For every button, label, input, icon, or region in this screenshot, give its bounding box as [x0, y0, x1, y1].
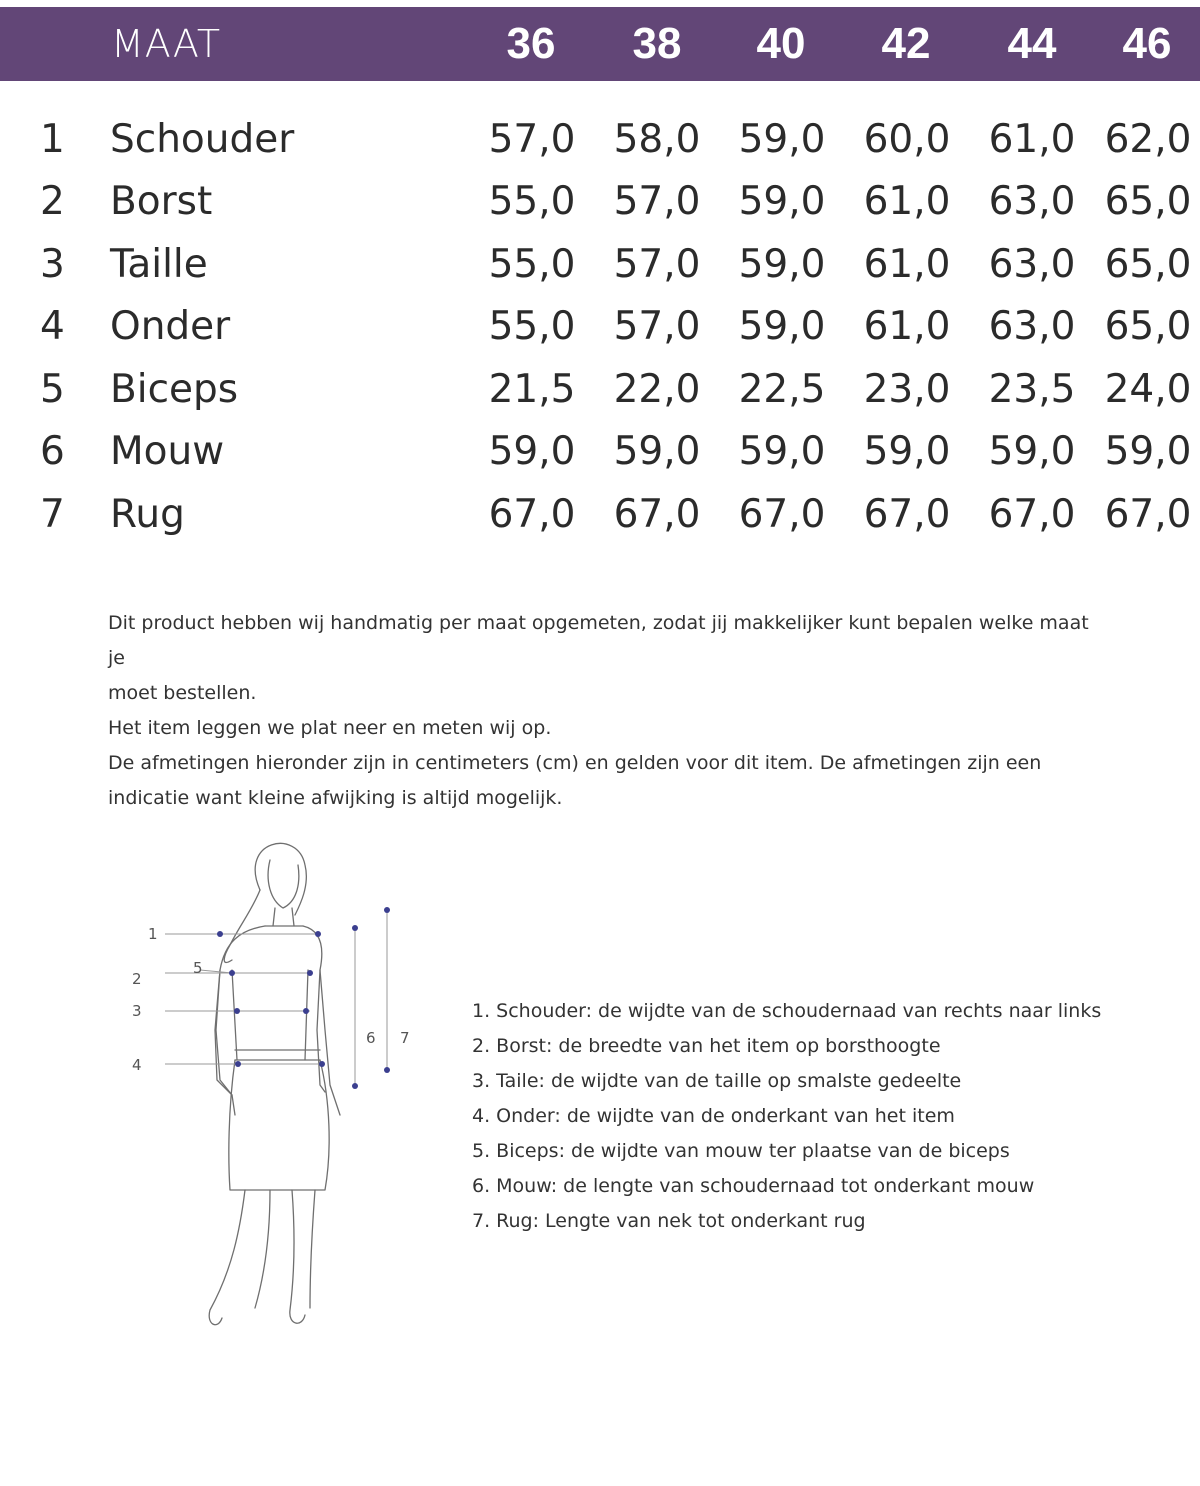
measurement-legend: [472, 994, 1172, 1239]
table-cell: 59,0: [738, 179, 826, 224]
woman-measurement-diagram-icon: [120, 830, 440, 1350]
table-cell: 59,0: [738, 242, 826, 287]
row-number: 4: [40, 304, 65, 349]
table-cell: 23,0: [863, 367, 951, 412]
measurement-figure: [120, 830, 440, 1350]
row-label: Taille: [110, 242, 208, 287]
table-cell: 57,0: [613, 179, 701, 224]
intro-line: moet bestellen.: [108, 682, 257, 704]
legend-item: 3. Taile: de wijdte van de taille op smalste gedeelte: [472, 1070, 962, 1092]
table-cell: 63,0: [988, 179, 1076, 224]
intro-line: Het item leggen we plat neer en meten wij op.: [108, 717, 552, 739]
figure-label-3: 3: [132, 1002, 142, 1020]
row-number: 7: [40, 492, 65, 537]
table-cell: 57,0: [488, 117, 576, 162]
legend-item: 6. Mouw: de lengte van schoudernaad tot onderkant mouw: [472, 1175, 1035, 1197]
intro-text: [108, 606, 1108, 816]
table-cell: 59,0: [738, 304, 826, 349]
row-label: Onder: [110, 304, 231, 349]
table-cell: 63,0: [988, 242, 1076, 287]
legend-item: 1. Schouder: de wijdte van de schoudernaad van rechts naar links: [472, 1000, 1102, 1022]
table-cell: 57,0: [613, 242, 701, 287]
table-cell: 65,0: [1104, 179, 1192, 224]
table-cell: 59,0: [488, 429, 576, 474]
size-header-38: 38: [632, 19, 682, 68]
row-number: 1: [40, 117, 65, 162]
figure-label-1: 1: [148, 925, 158, 943]
size-header-42: 42: [881, 19, 931, 68]
size-header-46: 46: [1122, 19, 1172, 68]
row-label: Schouder: [110, 117, 295, 162]
table-cell: 67,0: [488, 492, 576, 537]
table-row: [0, 171, 1200, 233]
table-cell: 59,0: [1104, 429, 1192, 474]
table-cell: 62,0: [1104, 117, 1192, 162]
table-cell: 67,0: [863, 492, 951, 537]
row-label: Mouw: [110, 429, 225, 474]
table-row: [0, 296, 1200, 358]
table-cell: 59,0: [863, 429, 951, 474]
size-header-40: 40: [756, 19, 806, 68]
table-cell: 59,0: [738, 117, 826, 162]
table-cell: 59,0: [738, 429, 826, 474]
table-cell: 60,0: [863, 117, 951, 162]
table-row: [0, 359, 1200, 421]
row-number: 5: [40, 367, 65, 412]
row-label: Borst: [110, 179, 213, 224]
table-cell: 61,0: [863, 242, 951, 287]
intro-line: Dit product hebben wij handmatig per maat opgemeten, zodat jij makkelijker kunt bepalen welke maat je: [108, 612, 1089, 669]
legend-item: 7. Rug: Lengte van nek tot onderkant rug: [472, 1210, 866, 1232]
table-row: [0, 421, 1200, 483]
table-cell: 67,0: [738, 492, 826, 537]
table-cell: 65,0: [1104, 242, 1192, 287]
size-header-36: 36: [506, 19, 556, 68]
table-cell: 55,0: [488, 179, 576, 224]
table-cell: 59,0: [613, 429, 701, 474]
figure-label-7: 7: [400, 1029, 410, 1047]
legend-item: 4. Onder: de wijdte van de onderkant van het item: [472, 1105, 955, 1127]
table-cell: 22,0: [613, 367, 701, 412]
size-header-bar: [0, 7, 1200, 81]
legend-item: 2. Borst: de breedte van het item op borsthoogte: [472, 1035, 941, 1057]
table-cell: 61,0: [863, 179, 951, 224]
table-cell: 61,0: [863, 304, 951, 349]
table-row: [0, 234, 1200, 296]
row-number: 2: [40, 179, 65, 224]
figure-label-5: 5: [193, 959, 203, 977]
table-cell: 63,0: [988, 304, 1076, 349]
table-cell: 24,0: [1104, 367, 1192, 412]
row-label: Biceps: [110, 367, 239, 412]
size-header-44: 44: [1007, 19, 1057, 68]
figure-label-6: 6: [366, 1029, 376, 1047]
table-cell: 58,0: [613, 117, 701, 162]
table-cell: 65,0: [1104, 304, 1192, 349]
row-number: 6: [40, 429, 65, 474]
figure-label-4: 4: [132, 1056, 142, 1074]
table-row: [0, 484, 1200, 546]
table-cell: 61,0: [988, 117, 1076, 162]
table-cell: 67,0: [613, 492, 701, 537]
table-cell: 67,0: [988, 492, 1076, 537]
table-cell: 55,0: [488, 304, 576, 349]
legend-item: 5. Biceps: de wijdte van mouw ter plaatse van de biceps: [472, 1140, 1010, 1162]
size-header-label: MAAT: [111, 22, 222, 66]
table-row: [0, 109, 1200, 171]
table-cell: 67,0: [1104, 492, 1192, 537]
row-number: 3: [40, 242, 65, 287]
table-cell: 55,0: [488, 242, 576, 287]
table-cell: 59,0: [988, 429, 1076, 474]
table-cell: 57,0: [613, 304, 701, 349]
intro-line: De afmetingen hieronder zijn in centimeters (cm) en gelden voor dit item. De afmetingen zijn een: [108, 752, 1042, 774]
table-cell: 22,5: [738, 367, 826, 412]
figure-label-2: 2: [132, 970, 142, 988]
table-cell: 21,5: [488, 367, 576, 412]
intro-line: indicatie want kleine afwijking is altijd mogelijk.: [108, 787, 563, 809]
table-cell: 23,5: [988, 367, 1076, 412]
row-label: Rug: [110, 492, 185, 537]
